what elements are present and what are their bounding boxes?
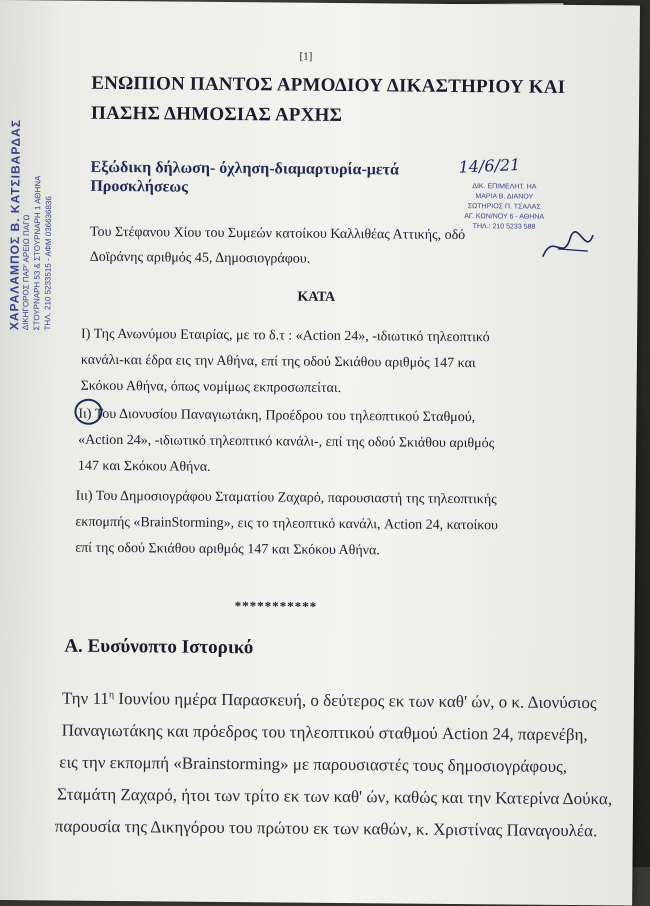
history-line-1-sup: η [108,689,115,701]
petitioner-line-1: Του Στέφανου Χίου του Συμεών κατοίκου Καλλιθέας Αττικής, οδό [89,224,466,244]
history-line-1-post: Ιουνίου ημέρα Παρασκευή, ο δεύτερος εκ των καθ' ών, ο κ. Διονύσιος [114,689,597,713]
bailiff-stamp-line-4: ΑΓ. ΚΩΝ/ΝΟΥ 6 - ΑΘΗΝΑ [464,213,545,221]
history-line-2: Παναγιωτάκης και πρόεδρος του τηλεοπτικού σταθμού Action 24, παρενέβη, [61,720,588,745]
history-heading: Α. Ευσύνοπτο Ιστορικό [64,635,254,659]
party-2-line-2: «Action 24», -ιδιωτικό τηλεοπτικό κανάλι-, επί της οδού Σκιάθου αριθμός [78,432,495,452]
court-heading-line-1: ΕΝΩΠΙΟΝ ΠΑΝΤΟΣ ΑΡΜΟΔΙΟΥ ΔΙΚΑΣΤΗΡΙΟΥ ΚΑΙ [91,72,566,98]
subject-line-1: Εξώδικη δήλωση- όχληση-διαμαρτυρία-μετά [90,158,400,179]
party-3-line-1: Ιιι) Του Δημοσιογράφου Σταματίου Ζαχαρό, παρουσιαστή της τηλεοπτικής [75,488,497,508]
party-3-line-3: επί της οδού Σκιάθου αριθμός 147 και Σκόκου Αθήνα. [75,540,380,559]
lawyer-stamp-line-3: ΣΤΟΥΡΝΑΡΗ 53 & ΣΤΟΥΡΝΑΡΗ 1 ΑΘΗΝΑ [32,175,43,331]
lawyer-name: ΧΑΡΑΛΑΜΠΟΣ Β. ΚΑΤΣΙΒΑΡΔΑΣ [7,118,23,331]
petitioner-line-2: Δοϊράνης αριθμός 45, Δημοσιογράφου. [89,249,311,267]
party-1-line-1: Ι) Της Ανωνύμου Εταιρίας, με το δ.τ : «Action 24», -ιδιωτικό τηλεοπτικό [81,326,490,346]
subject-line-2: Προσκλήσεως [90,177,188,196]
history-line-4: Σταμάτη Ζαχαρό, ήτοι των τρίτο εκ των καθ' ών, καθώς και την Κατερίνα Δούκα, [56,784,613,809]
party-1-line-2: κανάλι-και έδρα εις την Αθήνα, επί της οδού Σκιάθου αριθμός 147 και [80,352,476,372]
bailiff-stamp-line-5: ΤΗΛ.: 210 5233 588 [472,223,536,231]
history-line-5: παρουσία της Δικηγόρου του πρώτου εκ των καθών, κ. Χριστίνας Παναγουλέα. [54,816,598,841]
handwritten-date: 14/6/21 [458,154,521,177]
lawyer-side-stamp [9,119,55,331]
party-1-line-3: Σκόκου Αθήνα, όπως νομίμως εκπροσωπείται. [80,378,342,396]
history-line-1 [62,689,597,714]
bailiff-stamp-line-1: ΔΙΚ. ΕΠΙΜΕΛΗΤ. ΗΑ [472,183,537,191]
party-2-line-3: 147 και Σκόκου Αθήνα. [77,458,211,475]
party-2-line-1: Ιι) Του Διονυσίου Παναγιωτάκη, Προέδρου του τηλεοπτικού Σταθμού, [78,406,476,426]
against-label: ΚΑΤΑ [297,289,336,305]
lawyer-stamp-line-4: ΤΗΛ. 210 5233515 - ΑΦΜ 036636836 [43,196,54,331]
court-heading-line-2: ΠΑΣΗΣ ΔΗΜΟΣΙΑΣ ΑΡΧΗΣ [90,102,343,126]
bailiff-stamp-line-2: ΜΑΡΙΑ Β. ΔΙΑΝΟΥ [475,193,534,201]
party-3-line-2: εκπομπής «BrainStorming», εις το τηλεοπτικό κανάλι, Action 24, κατοίκου [75,514,499,534]
history-line-1-pre: Την 11 [61,688,109,708]
history-line-3: εις την εκπομπή «Brainstorming» με παρουσιαστές τους δημοσιογράφους, [59,752,568,776]
signature [538,227,598,268]
separator: *********** [234,598,318,614]
page-number: [1] [299,50,313,63]
bailiff-stamp-line-3: ΣΩΤΗΡΙΟΣ Π. ΤΣΑΛΑΣ [467,203,541,211]
lawyer-stamp-line-2: ΔΙΚΗΓΟΡΟΣ ΠΑΡ' ΑΡΕΙΩ ΠΑΓΩ [21,214,32,331]
